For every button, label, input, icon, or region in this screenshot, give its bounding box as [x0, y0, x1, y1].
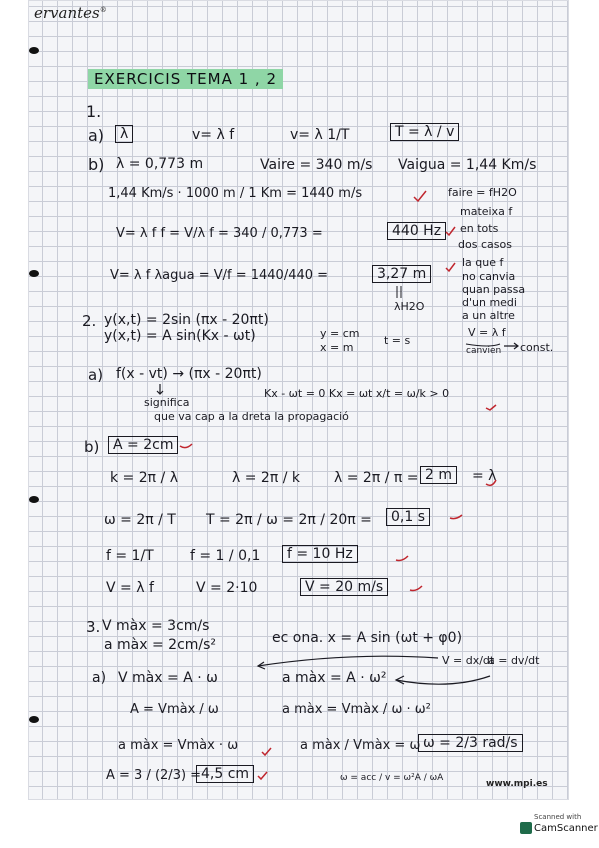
side-note: no canvia — [462, 270, 516, 283]
binder-hole — [29, 496, 39, 503]
binder-hole — [29, 270, 39, 277]
brand-logo: ervantes® — [34, 4, 107, 22]
equation: λ = 2π / k — [232, 470, 300, 486]
given-value: a màx = 2cm/s² — [104, 637, 217, 653]
part-label: b) — [88, 155, 105, 174]
side-note: const. — [520, 341, 554, 354]
equation: ec ona. x = A sin (ωt + φ0) — [272, 630, 463, 646]
units: t = s — [384, 334, 411, 347]
equation: V= λ f λagua = V/f = 1440/440 = — [110, 268, 329, 283]
camscanner-icon — [520, 822, 532, 834]
equation: a màx = A · ω² — [282, 670, 387, 686]
problem-number: 1. — [86, 102, 102, 121]
equation: v= λ 1/T — [290, 127, 350, 143]
equation: V = dx/dt — [442, 654, 495, 667]
side-note: en tots — [460, 222, 499, 235]
units: y = cm — [320, 327, 360, 340]
equation: V= λ f f = V/λ f = 340 / 0,773 = — [116, 226, 323, 241]
equation: = λ — [472, 468, 497, 484]
part-label: b) — [84, 438, 100, 456]
camscanner-watermark: Scanned with CamScanner — [520, 812, 592, 842]
page-title: EXERCICIS TEMA 1 , 2 — [88, 69, 283, 89]
equation: f(x - vt) → (πx - 20πt) — [116, 366, 262, 382]
equation: T = 2π / ω = 2π / 20π = — [206, 512, 372, 528]
boxed-answer: V = 20 m/s — [300, 578, 388, 596]
side-note: d'un medi — [462, 296, 517, 309]
equation: a màx = Vmàx / ω · ω² — [282, 702, 431, 717]
equation: a màx = Vmàx · ω — [118, 738, 239, 753]
part-label: a) — [92, 670, 107, 686]
side-note: a un altre — [462, 309, 515, 322]
equation: v= λ f — [192, 127, 235, 143]
boxed-answer: A = 2cm — [108, 436, 178, 454]
publisher-url: www.mpi.es — [486, 779, 548, 789]
binder-hole — [29, 716, 39, 723]
part-label: a) — [88, 126, 105, 145]
boxed-answer: 4,5 cm — [196, 765, 254, 783]
equation: V = 2·10 — [196, 580, 258, 596]
equation: ω = 2π / T — [104, 512, 176, 528]
boxed-answer: ω = 2/3 rad/s — [418, 734, 523, 752]
given-value: V màx = 3cm/s — [102, 618, 210, 634]
side-note: canvien — [466, 346, 502, 356]
boxed-answer: 3,27 m — [372, 265, 431, 283]
equation: a màx / Vmàx = ω — [300, 738, 421, 753]
equation: Kx - ωt = 0 Kx = ωt x/t = ω/k > 0 — [264, 387, 450, 400]
boxed-answer: λ — [115, 125, 133, 143]
equation: y(x,t) = 2sin (πx - 20πt) — [104, 312, 269, 328]
problem-number: 3. — [86, 618, 101, 636]
equation: y(x,t) = A sin(Kx - ωt) — [104, 328, 256, 344]
boxed-answer: 2 m — [420, 466, 457, 484]
side-note: quan passa — [462, 283, 526, 296]
equation: a = dv/dt — [488, 654, 540, 667]
side-note: dos casos — [458, 238, 512, 251]
equation: f = 1/T — [106, 548, 154, 564]
boxed-answer: 0,1 s — [386, 508, 430, 526]
equation: f = 1 / 0,1 — [190, 548, 261, 564]
equation: A = 3 / (2/3) = — [106, 768, 202, 783]
given-value: Vaigua = 1,44 Km/s — [398, 157, 537, 173]
given-value: Vaire = 340 m/s — [260, 157, 373, 173]
equation: ω = acc / v = ω²A / ωA — [340, 773, 444, 783]
given-value: λ = 0,773 m — [116, 156, 204, 172]
boxed-answer: T = λ / v — [390, 123, 459, 141]
equation: V màx = A · ω — [118, 670, 218, 686]
boxed-answer: f = 10 Hz — [282, 545, 358, 563]
boxed-answer: 440 Hz — [387, 222, 446, 240]
note: significa — [144, 396, 190, 409]
part-label: a) — [88, 366, 104, 384]
problem-number: 2. — [82, 312, 97, 330]
binder-hole — [29, 47, 39, 54]
note: que va cap a la dreta la propagació — [154, 410, 349, 423]
side-note: faire = fH2O — [448, 186, 517, 199]
label: λH2O — [394, 300, 425, 313]
equation: k = 2π / λ — [110, 470, 178, 486]
equation: A = Vmàx / ω — [130, 702, 219, 717]
unit-conversion: 1,44 Km/s · 1000 m / 1 Km = 1440 m/s — [108, 186, 363, 201]
units: x = m — [320, 341, 354, 354]
side-note: la que f — [462, 256, 504, 269]
equation: λ = 2π / π = — [334, 470, 419, 486]
side-note: V = λ f — [468, 326, 506, 339]
equation: V = λ f — [106, 580, 154, 596]
side-note: mateixa f — [460, 205, 513, 218]
